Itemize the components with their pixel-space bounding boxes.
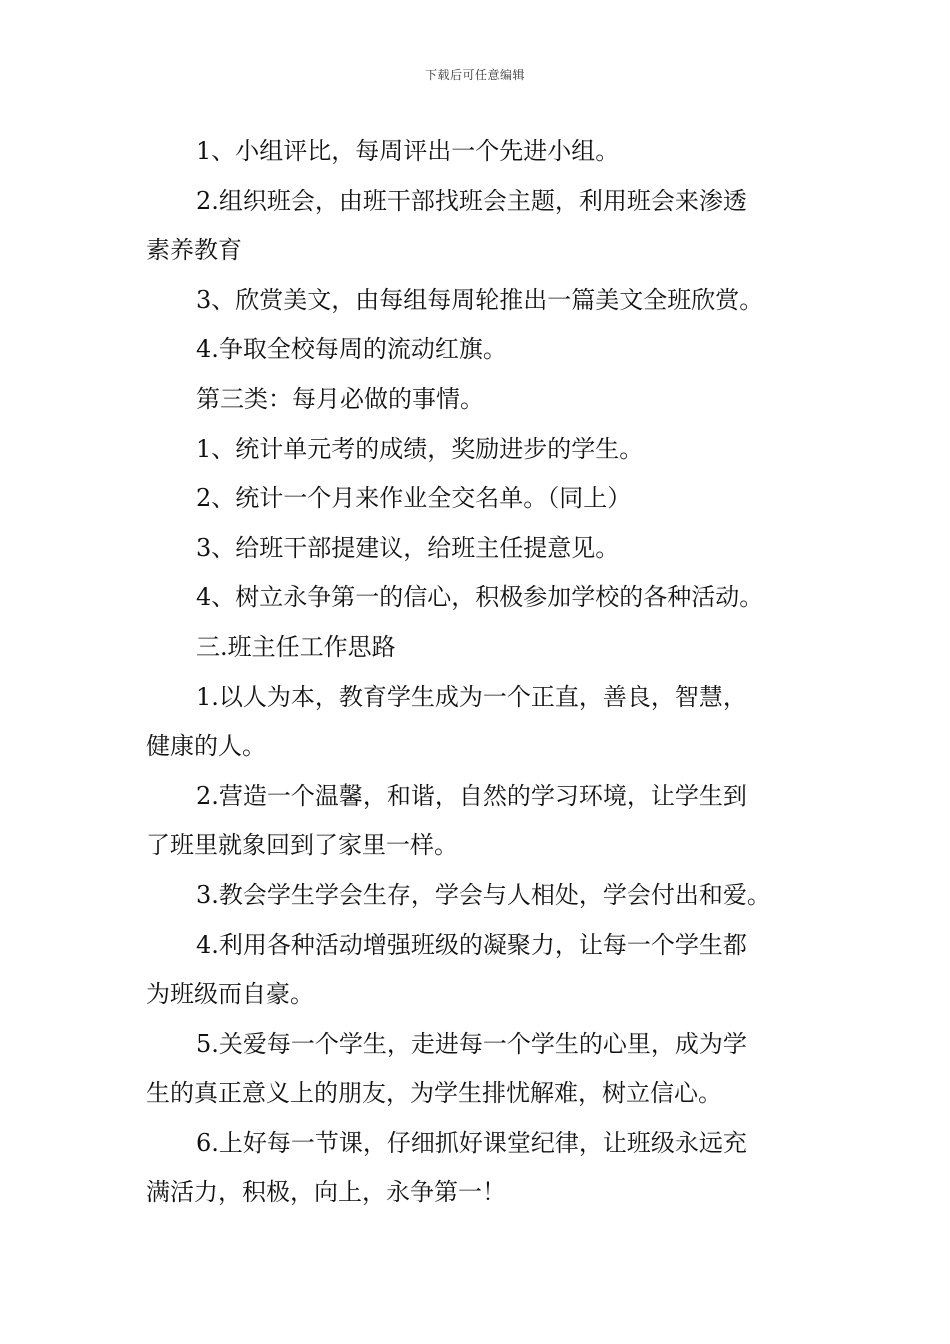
paragraph-16 [146, 1119, 808, 1218]
paragraph-line: 生的真正意义上的朋友，为学生排忧解难，树立信心。 [146, 1079, 722, 1108]
paragraph-line: 3.教会学生学会生存，学会与人相处，学会付出和爱。 [196, 880, 771, 909]
paragraph-line: 满活力，积极，向上，永争第一！ [146, 1178, 506, 1207]
paragraph-2 [146, 177, 808, 276]
header-note: 下载后可任意编辑 [424, 68, 525, 82]
paragraph-14 [146, 921, 808, 1020]
paragraph-8 [146, 524, 808, 574]
paragraph-3 [146, 276, 808, 326]
paragraph-line: 2.组织班会，由班干部找班会主题，利用班会来渗透 [196, 186, 747, 215]
paragraph-line: 了班里就象回到了家里一样。 [146, 831, 458, 860]
section-heading-category-3 [146, 375, 808, 425]
paragraph-11 [146, 673, 808, 772]
paragraph-line: 4.利用各种活动增强班级的凝聚力，让每一个学生都 [196, 930, 747, 959]
paragraph-line: 3、给班干部提建议，给班主任提意见。 [196, 533, 620, 562]
paragraph-line: 1、小组评比，每周评出一个先进小组。 [196, 137, 620, 165]
paragraph-9 [146, 573, 808, 623]
paragraph-line: 6.上好每一节课，仔细抓好课堂纪律，让班级永远充 [196, 1128, 747, 1157]
paragraph-line: 2.营造一个温馨，和谐，自然的学习环境，让学生到 [196, 781, 747, 810]
paragraph-line: 1、统计单元考的成绩，奖励进步的学生。 [196, 434, 644, 463]
paragraph-7 [146, 474, 808, 524]
document-body [146, 127, 808, 1218]
paragraph-12 [146, 772, 808, 871]
paragraph-13 [146, 871, 808, 921]
paragraph-line: 3、欣赏美文，由每组每周轮推出一篇美文全班欣赏。 [196, 285, 764, 314]
paragraph-line: 健康的人。 [146, 732, 266, 761]
paragraph-line: 2、统计一个月来作业全交名单。（同上） [196, 484, 632, 513]
paragraph-15 [146, 1020, 808, 1119]
paragraph-6 [146, 425, 808, 475]
paragraph-line: 4、树立永争第一的信心，积极参加学校的各种活动。 [196, 583, 764, 612]
paragraph-1 [146, 127, 808, 177]
paragraph-line: 第三类：每月必做的事情。 [196, 384, 484, 413]
paragraph-line: 1.以人为本，教育学生成为一个正直，善良，智慧， [196, 682, 747, 711]
paragraph-line: 为班级而自豪。 [146, 980, 314, 1009]
paragraph-line: 4.争取全校每周的流动红旗。 [196, 335, 507, 364]
paragraph-line: 5.关爱每一个学生，走进每一个学生的心里，成为学 [196, 1029, 747, 1058]
paragraph-line: 素养教育 [146, 236, 242, 265]
paragraph-4 [146, 325, 808, 375]
paragraph-line: 三.班主任工作思路 [196, 632, 396, 661]
section-heading-work-ideas [146, 623, 808, 673]
